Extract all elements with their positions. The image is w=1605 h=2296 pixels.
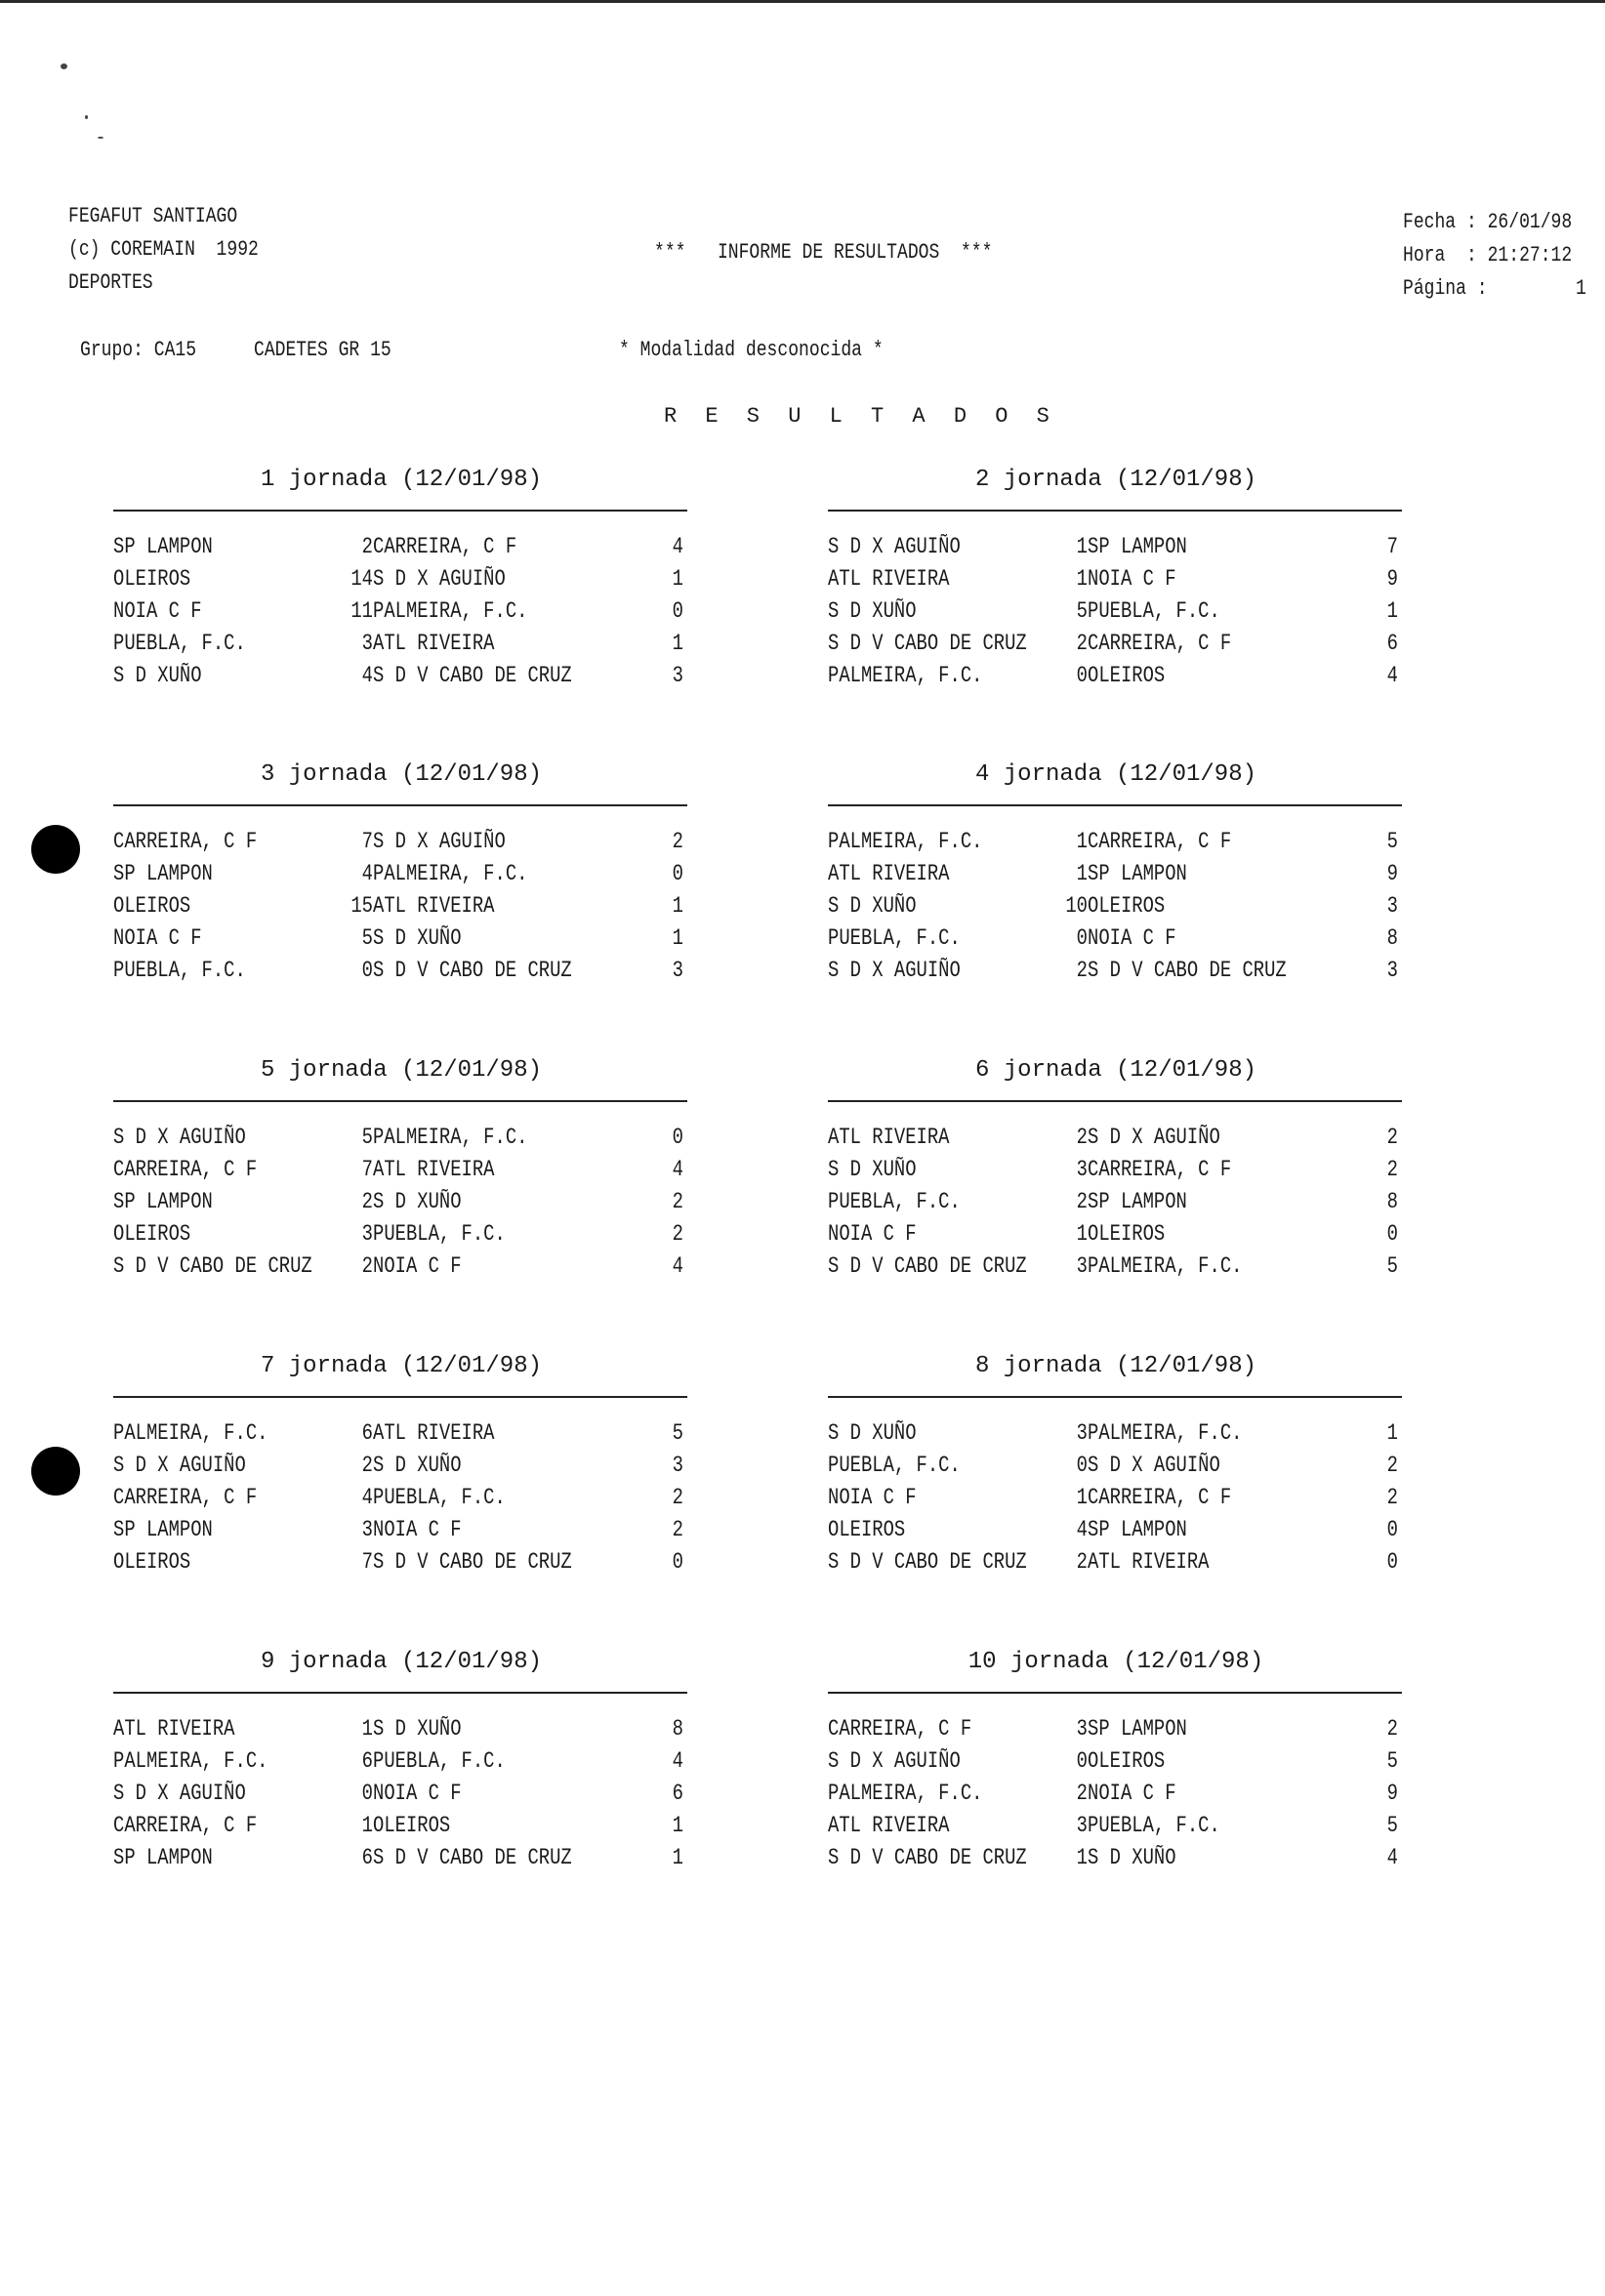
away-team: S D V CABO DE CRUZ bbox=[1088, 958, 1287, 983]
home-score: 4 bbox=[1076, 1517, 1088, 1542]
match-row bbox=[113, 1250, 689, 1283]
away-team: SP LAMPON bbox=[1088, 1189, 1187, 1214]
away-team: CARREIRA, C F bbox=[1088, 1157, 1232, 1182]
home-team: PALMEIRA, F.C. bbox=[113, 1420, 268, 1446]
home-team: PUEBLA, F.C. bbox=[113, 631, 246, 656]
away-score: 1 bbox=[672, 631, 683, 656]
home-team: NOIA C F bbox=[828, 1485, 917, 1510]
jornada-block bbox=[828, 761, 1404, 986]
home-team: PUEBLA, F.C. bbox=[828, 925, 961, 951]
home-score: 4 bbox=[361, 861, 373, 886]
away-score: 9 bbox=[1386, 1781, 1398, 1806]
match-row bbox=[113, 1713, 689, 1745]
away-score: 4 bbox=[672, 1157, 683, 1182]
home-team: S D XUÑO bbox=[828, 1420, 917, 1446]
home-team: CARREIRA, C F bbox=[113, 1485, 258, 1510]
home-score: 3 bbox=[1076, 1813, 1088, 1838]
jornada-block bbox=[113, 1353, 689, 1578]
home-score: 3 bbox=[1076, 1716, 1088, 1742]
ink-speck bbox=[85, 115, 88, 119]
home-score: 2 bbox=[1076, 958, 1088, 983]
jornada-divider bbox=[113, 1100, 687, 1102]
jornada-title: 6 jornada (12/01/98) bbox=[974, 1057, 1257, 1084]
match-row bbox=[113, 858, 689, 890]
match-row bbox=[828, 858, 1404, 890]
home-score: 5 bbox=[361, 925, 373, 951]
jornada-block bbox=[828, 467, 1404, 691]
match-row bbox=[828, 1122, 1404, 1154]
match-row bbox=[828, 1482, 1404, 1514]
away-score: 0 bbox=[1386, 1549, 1398, 1575]
away-score: 4 bbox=[672, 534, 683, 559]
home-score: 3 bbox=[1076, 1420, 1088, 1446]
jornada-divider bbox=[113, 1692, 687, 1694]
away-score: 6 bbox=[672, 1781, 683, 1806]
home-score: 1 bbox=[1076, 1485, 1088, 1510]
away-score: 6 bbox=[1386, 631, 1398, 656]
home-team: ATL RIVEIRA bbox=[828, 1125, 950, 1150]
away-team: S D XUÑO bbox=[373, 1716, 462, 1742]
away-score: 0 bbox=[672, 861, 683, 886]
home-team: S D V CABO DE CRUZ bbox=[828, 1549, 1027, 1575]
home-score: 0 bbox=[1076, 1453, 1088, 1478]
match-row bbox=[828, 1450, 1404, 1482]
away-team: S D XUÑO bbox=[373, 1453, 462, 1478]
home-score: 4 bbox=[361, 1485, 373, 1510]
away-team: S D X AGUIÑO bbox=[373, 566, 506, 592]
home-team: S D X AGUIÑO bbox=[828, 534, 961, 559]
away-score: 1 bbox=[672, 1845, 683, 1870]
page-number: 1 bbox=[1576, 276, 1586, 301]
home-team: SP LAMPON bbox=[113, 1517, 213, 1542]
jornada-divider bbox=[113, 1396, 687, 1398]
match-row bbox=[113, 1122, 689, 1154]
away-team: SP LAMPON bbox=[1088, 534, 1187, 559]
match-row bbox=[828, 531, 1404, 563]
home-score: 0 bbox=[1076, 663, 1088, 688]
away-score: 2 bbox=[1386, 1125, 1398, 1150]
jornada-block bbox=[113, 467, 689, 691]
away-team: S D XUÑO bbox=[1088, 1845, 1176, 1870]
home-team: OLEIROS bbox=[828, 1517, 906, 1542]
match-row bbox=[113, 1186, 689, 1218]
away-team: OLEIROS bbox=[1088, 1748, 1166, 1774]
home-score: 7 bbox=[361, 1157, 373, 1182]
away-team: OLEIROS bbox=[1088, 893, 1166, 919]
match-row bbox=[828, 1250, 1404, 1283]
home-team: S D X AGUIÑO bbox=[113, 1781, 246, 1806]
home-score: 3 bbox=[361, 1221, 373, 1247]
section-title: R E S U L T A D O S bbox=[664, 404, 1057, 429]
away-score: 1 bbox=[672, 925, 683, 951]
home-team: ATL RIVEIRA bbox=[828, 1813, 950, 1838]
match-row bbox=[113, 1218, 689, 1250]
match-row bbox=[113, 1842, 689, 1874]
home-team: S D XUÑO bbox=[828, 598, 917, 624]
home-score: 3 bbox=[361, 631, 373, 656]
punch-hole-top bbox=[31, 825, 80, 874]
ink-speck bbox=[61, 63, 67, 69]
match-row bbox=[113, 595, 689, 628]
home-team: PUEBLA, F.C. bbox=[828, 1453, 961, 1478]
match-row bbox=[113, 628, 689, 660]
jornada-divider bbox=[113, 510, 687, 512]
match-row bbox=[113, 531, 689, 563]
away-score: 2 bbox=[1386, 1716, 1398, 1742]
home-score: 1 bbox=[1076, 566, 1088, 592]
scan-top-edge bbox=[0, 0, 1605, 3]
away-team: NOIA C F bbox=[373, 1253, 462, 1279]
away-team: PALMEIRA, F.C. bbox=[1088, 1253, 1243, 1279]
home-score: 6 bbox=[361, 1845, 373, 1870]
away-score: 5 bbox=[1386, 1813, 1398, 1838]
home-score: 14 bbox=[350, 566, 373, 592]
away-team: SP LAMPON bbox=[1088, 861, 1187, 886]
home-team: S D XUÑO bbox=[828, 893, 917, 919]
match-row bbox=[113, 1778, 689, 1810]
home-score: 6 bbox=[361, 1420, 373, 1446]
time-label: Hora : 21:27:12 bbox=[1403, 243, 1573, 267]
home-team: OLEIROS bbox=[113, 566, 191, 592]
jornada-block bbox=[113, 761, 689, 986]
away-team: PALMEIRA, F.C. bbox=[373, 1125, 528, 1150]
away-team: S D V CABO DE CRUZ bbox=[373, 663, 572, 688]
away-team: ATL RIVEIRA bbox=[373, 1157, 495, 1182]
report-title: *** INFORME DE RESULTADOS *** bbox=[654, 240, 993, 265]
home-score: 2 bbox=[1076, 1189, 1088, 1214]
jornada-divider bbox=[828, 804, 1402, 806]
match-row bbox=[828, 1417, 1404, 1450]
away-score: 5 bbox=[1386, 829, 1398, 854]
away-team: S D X AGUIÑO bbox=[1088, 1125, 1220, 1150]
away-score: 8 bbox=[1386, 925, 1398, 951]
match-row bbox=[828, 1810, 1404, 1842]
away-team: OLEIROS bbox=[1088, 1221, 1166, 1247]
away-score: 0 bbox=[672, 1125, 683, 1150]
home-score: 1 bbox=[1076, 1845, 1088, 1870]
home-team: CARREIRA, C F bbox=[113, 829, 258, 854]
away-score: 3 bbox=[672, 1453, 683, 1478]
date-label: Fecha : 26/01/98 bbox=[1403, 210, 1573, 234]
home-score: 3 bbox=[1076, 1157, 1088, 1182]
away-team: PUEBLA, F.C. bbox=[373, 1748, 506, 1774]
home-team: NOIA C F bbox=[113, 925, 202, 951]
home-team: SP LAMPON bbox=[113, 534, 213, 559]
away-score: 5 bbox=[672, 1420, 683, 1446]
match-row bbox=[113, 890, 689, 922]
jornada-block bbox=[828, 1057, 1404, 1282]
home-score: 5 bbox=[361, 1125, 373, 1150]
away-score: 4 bbox=[672, 1748, 683, 1774]
home-team: S D V CABO DE CRUZ bbox=[828, 1845, 1027, 1870]
jornada-title: 9 jornada (12/01/98) bbox=[260, 1649, 543, 1675]
match-row bbox=[828, 1842, 1404, 1874]
away-team: NOIA C F bbox=[373, 1517, 462, 1542]
match-row bbox=[828, 563, 1404, 595]
away-team: PUEBLA, F.C. bbox=[1088, 598, 1220, 624]
match-row bbox=[113, 955, 689, 987]
org-name: FEGAFUT SANTIAGO bbox=[68, 204, 238, 228]
home-team: SP LAMPON bbox=[113, 1845, 213, 1870]
jornada-title: 8 jornada (12/01/98) bbox=[974, 1353, 1257, 1379]
copyright: (c) COREMAIN 1992 bbox=[68, 237, 259, 262]
home-team: PALMEIRA, F.C. bbox=[828, 1781, 983, 1806]
away-score: 1 bbox=[1386, 598, 1398, 624]
match-row bbox=[113, 1745, 689, 1778]
away-score: 9 bbox=[1386, 861, 1398, 886]
home-team: CARREIRA, C F bbox=[113, 1157, 258, 1182]
away-score: 1 bbox=[672, 566, 683, 592]
home-score: 11 bbox=[350, 598, 373, 624]
away-team: OLEIROS bbox=[373, 1813, 451, 1838]
away-score: 4 bbox=[1386, 663, 1398, 688]
home-team: CARREIRA, C F bbox=[113, 1813, 258, 1838]
away-score: 0 bbox=[1386, 1517, 1398, 1542]
away-team: S D V CABO DE CRUZ bbox=[373, 1845, 572, 1870]
away-team: S D V CABO DE CRUZ bbox=[373, 958, 572, 983]
match-row bbox=[828, 922, 1404, 955]
jornada-divider bbox=[828, 510, 1402, 512]
away-score: 3 bbox=[1386, 958, 1398, 983]
home-score: 6 bbox=[361, 1748, 373, 1774]
home-score: 2 bbox=[1076, 1781, 1088, 1806]
home-score: 1 bbox=[1076, 1221, 1088, 1247]
home-score: 1 bbox=[1076, 861, 1088, 886]
away-score: 9 bbox=[1386, 566, 1398, 592]
away-score: 2 bbox=[1386, 1157, 1398, 1182]
jornada-divider bbox=[828, 1396, 1402, 1398]
ink-speck bbox=[98, 137, 103, 139]
match-row bbox=[828, 1514, 1404, 1546]
home-team: NOIA C F bbox=[828, 1221, 917, 1247]
home-score: 1 bbox=[361, 1813, 373, 1838]
away-score: 0 bbox=[1386, 1221, 1398, 1247]
home-team: S D X AGUIÑO bbox=[113, 1125, 246, 1150]
home-score: 0 bbox=[1076, 1748, 1088, 1774]
away-team: PUEBLA, F.C. bbox=[1088, 1813, 1220, 1838]
jornada-block bbox=[828, 1649, 1404, 1873]
jornada-title: 7 jornada (12/01/98) bbox=[260, 1353, 543, 1379]
match-row bbox=[113, 1417, 689, 1450]
home-team: S D X AGUIÑO bbox=[828, 1748, 961, 1774]
away-team: ATL RIVEIRA bbox=[373, 1420, 495, 1446]
home-team: S D V CABO DE CRUZ bbox=[828, 631, 1027, 656]
away-team: ATL RIVEIRA bbox=[373, 893, 495, 919]
away-team: OLEIROS bbox=[1088, 663, 1166, 688]
away-score: 3 bbox=[1386, 893, 1398, 919]
home-score: 4 bbox=[361, 663, 373, 688]
away-score: 0 bbox=[672, 1549, 683, 1575]
home-score: 0 bbox=[361, 1781, 373, 1806]
away-score: 2 bbox=[1386, 1485, 1398, 1510]
match-row bbox=[828, 1745, 1404, 1778]
home-score: 7 bbox=[361, 1549, 373, 1575]
home-team: OLEIROS bbox=[113, 1549, 191, 1575]
home-team: SP LAMPON bbox=[113, 1189, 213, 1214]
match-row bbox=[828, 1778, 1404, 1810]
away-score: 2 bbox=[672, 1221, 683, 1247]
match-row bbox=[828, 660, 1404, 692]
away-team: PALMEIRA, F.C. bbox=[1088, 1420, 1243, 1446]
home-team: S D V CABO DE CRUZ bbox=[828, 1253, 1027, 1279]
home-team: NOIA C F bbox=[113, 598, 202, 624]
away-team: CARREIRA, C F bbox=[1088, 829, 1232, 854]
home-team: ATL RIVEIRA bbox=[828, 566, 950, 592]
jornada-block bbox=[828, 1353, 1404, 1578]
away-score: 1 bbox=[672, 893, 683, 919]
jornada-block bbox=[113, 1649, 689, 1873]
home-score: 3 bbox=[1076, 1253, 1088, 1279]
home-score: 7 bbox=[361, 829, 373, 854]
home-score: 2 bbox=[361, 1189, 373, 1214]
home-team: PUEBLA, F.C. bbox=[113, 958, 246, 983]
match-row bbox=[113, 1154, 689, 1186]
match-row bbox=[113, 1514, 689, 1546]
home-team: SP LAMPON bbox=[113, 861, 213, 886]
home-score: 2 bbox=[1076, 631, 1088, 656]
away-team: PUEBLA, F.C. bbox=[373, 1221, 506, 1247]
away-score: 1 bbox=[672, 1813, 683, 1838]
away-team: NOIA C F bbox=[1088, 1781, 1176, 1806]
away-score: 0 bbox=[672, 598, 683, 624]
jornada-divider bbox=[828, 1100, 1402, 1102]
away-team: CARREIRA, C F bbox=[1088, 631, 1232, 656]
home-team: S D X AGUIÑO bbox=[113, 1453, 246, 1478]
home-team: ATL RIVEIRA bbox=[113, 1716, 235, 1742]
home-score: 1 bbox=[1076, 534, 1088, 559]
away-team: PALMEIRA, F.C. bbox=[373, 861, 528, 886]
away-score: 5 bbox=[1386, 1748, 1398, 1774]
home-team: PALMEIRA, F.C. bbox=[828, 829, 983, 854]
home-score: 2 bbox=[361, 534, 373, 559]
away-team: CARREIRA, C F bbox=[373, 534, 517, 559]
home-score: 2 bbox=[1076, 1125, 1088, 1150]
away-score: 2 bbox=[672, 1517, 683, 1542]
away-score: 2 bbox=[672, 1485, 683, 1510]
group-name: CADETES GR 15 bbox=[254, 338, 391, 362]
home-score: 15 bbox=[350, 893, 373, 919]
home-score: 0 bbox=[361, 958, 373, 983]
home-score: 2 bbox=[1076, 1549, 1088, 1575]
match-row bbox=[113, 1450, 689, 1482]
home-team: S D V CABO DE CRUZ bbox=[113, 1253, 312, 1279]
away-team: NOIA C F bbox=[1088, 566, 1176, 592]
jornada-title: 5 jornada (12/01/98) bbox=[260, 1057, 543, 1084]
away-score: 3 bbox=[672, 663, 683, 688]
home-score: 5 bbox=[1076, 598, 1088, 624]
home-score: 3 bbox=[361, 1517, 373, 1542]
jornada-divider bbox=[828, 1692, 1402, 1694]
away-team: ATL RIVEIRA bbox=[1088, 1549, 1210, 1575]
away-team: SP LAMPON bbox=[1088, 1517, 1187, 1542]
home-team: PALMEIRA, F.C. bbox=[113, 1748, 268, 1774]
match-row bbox=[828, 1186, 1404, 1218]
away-score: 2 bbox=[672, 829, 683, 854]
match-row bbox=[113, 1810, 689, 1842]
group-code: Grupo: CA15 bbox=[80, 338, 197, 362]
match-row bbox=[828, 628, 1404, 660]
match-row bbox=[113, 660, 689, 692]
away-team: ATL RIVEIRA bbox=[373, 631, 495, 656]
away-team: S D X AGUIÑO bbox=[373, 829, 506, 854]
jornada-title: 1 jornada (12/01/98) bbox=[260, 467, 543, 493]
away-score: 4 bbox=[672, 1253, 683, 1279]
jornada-block bbox=[113, 1057, 689, 1282]
home-team: S D XUÑO bbox=[828, 1157, 917, 1182]
home-team: CARREIRA, C F bbox=[828, 1716, 972, 1742]
away-score: 1 bbox=[1386, 1420, 1398, 1446]
home-team: OLEIROS bbox=[113, 893, 191, 919]
away-team: S D XUÑO bbox=[373, 1189, 462, 1214]
home-score: 1 bbox=[361, 1716, 373, 1742]
home-team: OLEIROS bbox=[113, 1221, 191, 1247]
away-score: 3 bbox=[672, 958, 683, 983]
match-row bbox=[113, 826, 689, 858]
home-team: S D XUÑO bbox=[113, 663, 202, 688]
away-team: S D X AGUIÑO bbox=[1088, 1453, 1220, 1478]
match-row bbox=[828, 1154, 1404, 1186]
home-team: S D X AGUIÑO bbox=[828, 958, 961, 983]
home-score: 10 bbox=[1065, 893, 1088, 919]
modality: * Modalidad desconocida * bbox=[619, 338, 884, 362]
away-team: S D XUÑO bbox=[373, 925, 462, 951]
match-row bbox=[828, 826, 1404, 858]
away-team: S D V CABO DE CRUZ bbox=[373, 1549, 572, 1575]
away-team: NOIA C F bbox=[373, 1781, 462, 1806]
away-team: PUEBLA, F.C. bbox=[373, 1485, 506, 1510]
match-row bbox=[113, 1546, 689, 1578]
match-row bbox=[828, 890, 1404, 922]
match-row bbox=[828, 595, 1404, 628]
away-score: 2 bbox=[672, 1189, 683, 1214]
jornada-title: 2 jornada (12/01/98) bbox=[974, 467, 1257, 493]
away-score: 2 bbox=[1386, 1453, 1398, 1478]
away-score: 5 bbox=[1386, 1253, 1398, 1279]
match-row bbox=[828, 1218, 1404, 1250]
match-row bbox=[828, 1546, 1404, 1578]
match-row bbox=[113, 922, 689, 955]
away-score: 7 bbox=[1386, 534, 1398, 559]
away-team: NOIA C F bbox=[1088, 925, 1176, 951]
home-score: 2 bbox=[361, 1453, 373, 1478]
match-row bbox=[828, 955, 1404, 987]
home-team: PUEBLA, F.C. bbox=[828, 1189, 961, 1214]
away-team: PALMEIRA, F.C. bbox=[373, 598, 528, 624]
match-row bbox=[113, 1482, 689, 1514]
page-label: Página : bbox=[1403, 276, 1488, 301]
away-team: CARREIRA, C F bbox=[1088, 1485, 1232, 1510]
punch-hole-bottom bbox=[31, 1447, 80, 1496]
jornada-divider bbox=[113, 804, 687, 806]
away-score: 8 bbox=[1386, 1189, 1398, 1214]
away-team: SP LAMPON bbox=[1088, 1716, 1187, 1742]
jornada-title: 10 jornada (12/01/98) bbox=[967, 1649, 1264, 1675]
match-row bbox=[113, 563, 689, 595]
jornada-title: 4 jornada (12/01/98) bbox=[974, 761, 1257, 788]
jornada-title: 3 jornada (12/01/98) bbox=[260, 761, 543, 788]
home-score: 1 bbox=[1076, 829, 1088, 854]
home-team: PALMEIRA, F.C. bbox=[828, 663, 983, 688]
home-team: ATL RIVEIRA bbox=[828, 861, 950, 886]
department: DEPORTES bbox=[68, 270, 153, 295]
away-score: 4 bbox=[1386, 1845, 1398, 1870]
home-score: 0 bbox=[1076, 925, 1088, 951]
match-row bbox=[828, 1713, 1404, 1745]
home-score: 2 bbox=[361, 1253, 373, 1279]
away-score: 8 bbox=[672, 1716, 683, 1742]
